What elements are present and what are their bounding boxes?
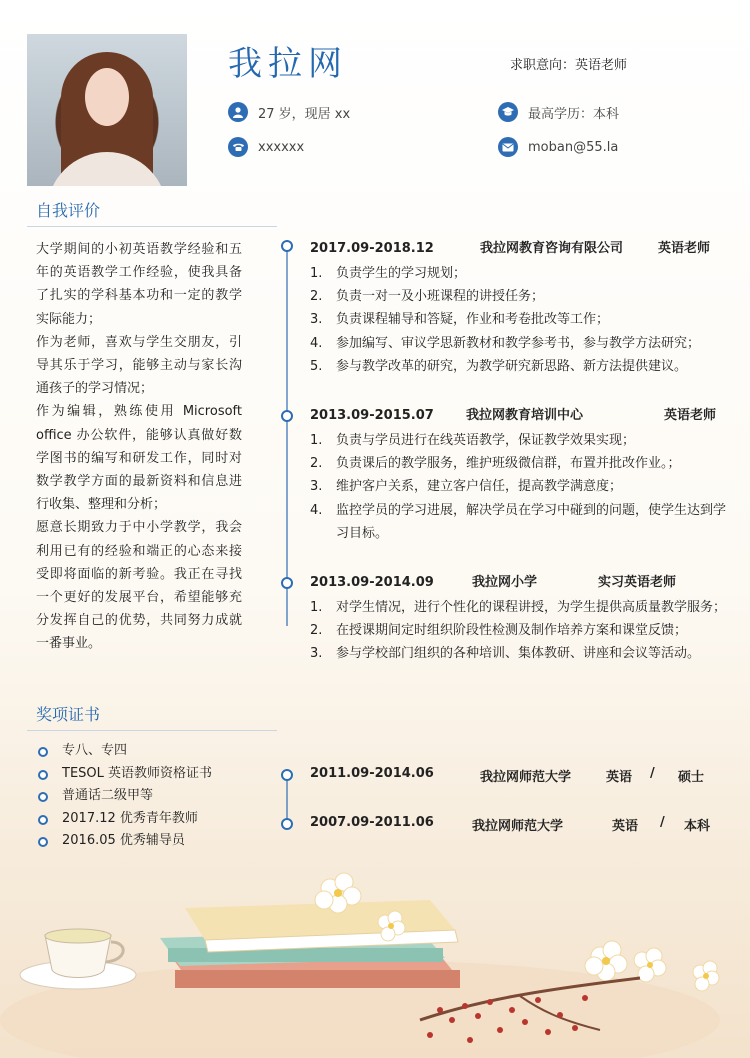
job-intent: 求职意向：英语老师 xyxy=(510,58,628,73)
list-item: 1. 负责学生的学习规划； xyxy=(310,266,467,281)
list-item: 4. 参加编写、审议学思新教材和教学参考书，参与教学方法研究； xyxy=(310,335,701,351)
experience-role: 英语老师 xyxy=(664,408,717,423)
info-age-location xyxy=(228,102,350,122)
phone-icon xyxy=(228,137,248,157)
experience-entry xyxy=(310,238,730,378)
list-item: 2017.12 优秀青年教师 xyxy=(38,808,212,831)
self-eval-paragraph: 作为老师，喜欢与学生交朋友，引导其乐于学习，能够主动与家长沟通孩子的学习情况； xyxy=(36,334,242,397)
self-eval-text xyxy=(36,238,242,656)
education-text: 最高学历：本科 xyxy=(528,106,620,122)
experience-entry xyxy=(310,572,730,666)
self-eval-paragraph: 大学期间的小初英语教学经验和五年的英语教学工作经验，使我具备了扎实的学科基本功和一定的教学实际能力； xyxy=(36,242,242,327)
list-item: 专八、专四 xyxy=(38,740,212,763)
books-tea-illustration xyxy=(0,860,750,1058)
list-item: 2. 在授课期间定时组织阶段性检测及制作培养方案和课堂反馈； xyxy=(310,623,688,639)
list-item: 5. 参与教学改革的研究，为教学研究新思路、新方法提供建议。 xyxy=(310,358,688,374)
education-school: 我拉网师范大学 xyxy=(480,770,572,785)
experience-entry xyxy=(310,405,730,545)
age-location-text: 27 岁，现居 xx xyxy=(258,106,351,122)
list-item: 1. 负责与学员进行在线英语教学，保证教学效果实现； xyxy=(310,433,636,448)
experience-timeline xyxy=(286,246,288,626)
timeline-dot xyxy=(281,240,293,252)
experience-period: 2017.09-2018.12 xyxy=(310,241,434,256)
experience-org: 我拉网教育咨询有限公司 xyxy=(480,241,624,256)
graduation-cap-icon xyxy=(498,102,518,122)
list-item: 普通话二级甲等 xyxy=(38,785,212,808)
timeline-dot xyxy=(281,818,293,830)
experience-period: 2013.09-2014.09 xyxy=(310,575,434,590)
user-icon xyxy=(228,102,248,122)
list-item: 2. 负责课后的教学服务，维护班级微信群，布置并批改作业。； xyxy=(310,456,681,472)
list-item: 3. 维护客户关系，建立客户信任，提高教学满意度； xyxy=(310,479,623,495)
self-eval-paragraph: 作为编辑，熟练使用 Microsoft office 办公软件，能够认真做好数学图书的编写和研发工作，同时对数学教学方面的最新资料和信息进行收集、整理和分析； xyxy=(36,404,242,513)
education-timeline xyxy=(286,774,288,824)
education-major: 英语 xyxy=(612,819,639,834)
list-item: 4. 监控学员的学习进展，解决学员在学习中碰到的问题，使学生达到学习目标。 xyxy=(310,502,727,541)
timeline-dot xyxy=(281,410,293,422)
divider xyxy=(27,226,277,227)
education-period: 2007.09-2011.06 xyxy=(310,815,434,830)
education-degree: 硕士 xyxy=(678,770,705,785)
list-item: 3. 负责课程辅导和答疑，作业和考卷批改等工作； xyxy=(310,312,610,328)
education-period: 2011.09-2014.06 xyxy=(310,766,434,781)
candidate-name: 我拉网 xyxy=(228,44,348,84)
awards-title: 奖项证书 xyxy=(36,705,101,724)
self-eval-title: 自我评价 xyxy=(36,201,101,220)
divider xyxy=(27,730,277,731)
list-item: 2016.05 优秀辅导员 xyxy=(38,830,212,853)
self-eval-paragraph: 愿意长期致力于中小学教学，我会利用已有的经验和端正的心态来接受即将面临的新考验。我正在寻找一个更好的发展平台，希望能够充分发挥自己的优势，共同努力成就一番事业。 xyxy=(36,520,242,652)
list-item: TESOL 英语教师资格证书 xyxy=(38,763,212,786)
mail-icon xyxy=(498,137,518,157)
experience-role: 实习英语老师 xyxy=(598,575,677,590)
info-email xyxy=(498,137,618,157)
experience-org: 我拉网小学 xyxy=(472,575,538,590)
education-major: 英语 xyxy=(606,770,633,785)
list-item: 3. 参与学校部门组织的各种培训、集体教研、讲座和会议等活动。 xyxy=(310,646,701,662)
experience-role: 英语老师 xyxy=(658,241,711,256)
education-separator: / xyxy=(660,815,665,830)
education-separator: / xyxy=(650,766,655,781)
experience-org: 我拉网教育培训中心 xyxy=(466,408,584,423)
awards-list xyxy=(38,740,212,853)
education-entry xyxy=(310,766,730,786)
education-degree: 本科 xyxy=(684,819,711,834)
profile-photo xyxy=(27,34,187,186)
timeline-dot xyxy=(281,769,293,781)
info-education xyxy=(498,102,619,122)
info-phone xyxy=(228,137,304,157)
experience-period: 2013.09-2015.07 xyxy=(310,408,434,423)
list-item: 2. 负责一对一及小班课程的讲授任务； xyxy=(310,289,545,305)
timeline-dot xyxy=(281,577,293,589)
education-school: 我拉网师范大学 xyxy=(472,819,564,834)
phone-text: xxxxxx xyxy=(258,139,305,155)
education-entry xyxy=(310,815,730,835)
list-item: 1. 对学生情况，进行个性化的课程讲授，为学生提供高质量教学服务； xyxy=(310,600,727,615)
email-text: moban@55.la xyxy=(528,139,619,155)
